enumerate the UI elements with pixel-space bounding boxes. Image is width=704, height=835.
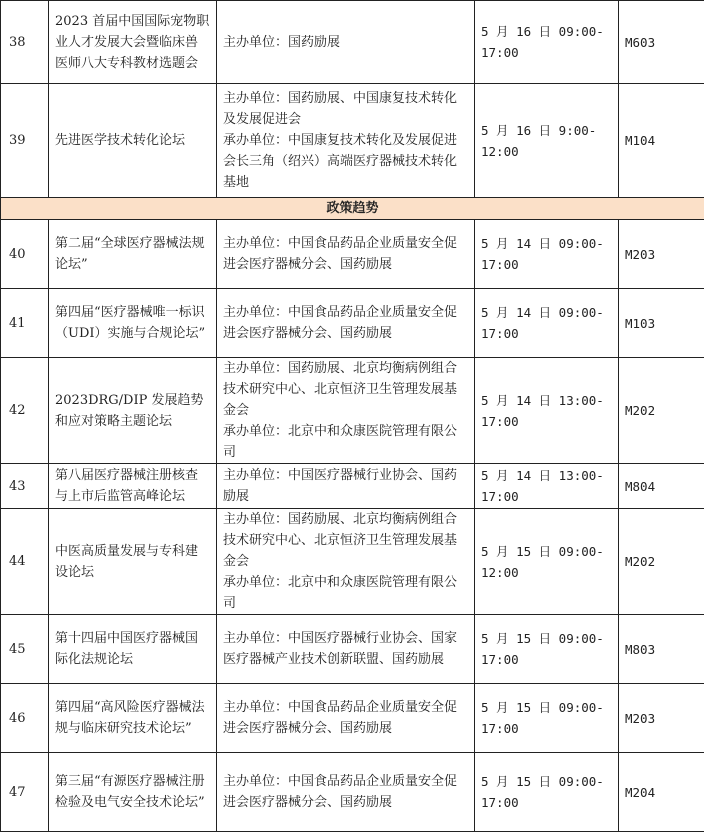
forum-name: 第十四届中国医疗器械国际化法规论坛 <box>49 615 217 684</box>
organizer-line: 主办单位：中国医疗器械行业协会、国家医疗器械产业技术创新联盟、国药励展 <box>223 631 458 667</box>
organizer-line: 承办单位：北京中和众康医院管理有限公司 <box>223 575 458 611</box>
table-row <box>1 464 704 509</box>
room-number: M202 <box>619 509 704 615</box>
table-row <box>1 358 704 464</box>
organizers-cell <box>217 84 475 198</box>
row-number: 40 <box>1 220 49 289</box>
section-title: 政策趋势 <box>1 198 704 220</box>
organizer-line: 主办单位：中国医疗器械行业协会、国药励展 <box>223 468 458 504</box>
table-row <box>1 289 704 358</box>
row-number: 44 <box>1 509 49 615</box>
row-number: 45 <box>1 615 49 684</box>
room-number: M204 <box>619 753 704 832</box>
organizers-cell <box>217 684 475 753</box>
forum-name: 第四届“高风险医疗器械法规与临床研究技术论坛” <box>49 684 217 753</box>
organizers-cell <box>217 509 475 615</box>
organizers-cell <box>217 1 475 84</box>
time-slot: 5 月 15 日 09:00-17:00 <box>475 753 619 832</box>
room-number: M603 <box>619 1 704 84</box>
organizers-cell <box>217 358 475 464</box>
room-number: M203 <box>619 220 704 289</box>
forum-name: 中医高质量发展与专科建设论坛 <box>49 509 217 615</box>
organizer-line: 主办单位：国药励展、北京均衡病例组合技术研究中心、北京恒济卫生管理发展基金会 <box>223 361 458 418</box>
time-slot: 5 月 14 日 09:00-17:00 <box>475 220 619 289</box>
organizer-line: 主办单位：国药励展、北京均衡病例组合技术研究中心、北京恒济卫生管理发展基金会 <box>223 512 458 569</box>
row-number: 43 <box>1 464 49 509</box>
forum-name: 第三届“有源医疗器械注册检验及电气安全技术论坛” <box>49 753 217 832</box>
forum-name: 第二届“全球医疗器械法规论坛” <box>49 220 217 289</box>
table-row <box>1 509 704 615</box>
room-number: M804 <box>619 464 704 509</box>
organizer-line: 主办单位：国药励展 <box>223 34 341 50</box>
time-slot: 5 月 14 日 09:00-17:00 <box>475 289 619 358</box>
organizers-cell <box>217 220 475 289</box>
room-number: M803 <box>619 615 704 684</box>
table-row <box>1 220 704 289</box>
row-number: 47 <box>1 753 49 832</box>
table-row <box>1 1 704 84</box>
organizer-line: 主办单位：国药励展、中国康复技术转化及发展促进会 <box>223 91 458 127</box>
table-row <box>1 684 704 753</box>
forum-name: 2023 首届中国国际宠物职业人才发展大会暨临床兽医师八大专科教材选题会 <box>49 1 217 84</box>
forum-name: 第四届“医疗器械唯一标识（UDI）实施与合规论坛” <box>49 289 217 358</box>
room-number: M203 <box>619 684 704 753</box>
organizer-line: 承办单位：中国康复技术转化及发展促进会长三角（绍兴）高端医疗器械技术转化基地 <box>223 133 458 190</box>
time-slot: 5 月 15 日 09:00-17:00 <box>475 684 619 753</box>
room-number: M103 <box>619 289 704 358</box>
row-number: 46 <box>1 684 49 753</box>
table-body <box>1 1 704 832</box>
organizer-line: 主办单位：中国食品药品企业质量安全促进会医疗器械分会、国药励展 <box>223 700 458 736</box>
organizer-line: 承办单位：北京中和众康医院管理有限公司 <box>223 424 458 460</box>
room-number: M104 <box>619 84 704 198</box>
row-number: 42 <box>1 358 49 464</box>
organizers-cell <box>217 615 475 684</box>
organizer-line: 主办单位：中国食品药品企业质量安全促进会医疗器械分会、国药励展 <box>223 774 458 810</box>
table-row <box>1 84 704 198</box>
time-slot: 5 月 16 日 9:00-12:00 <box>475 84 619 198</box>
organizer-line: 主办单位：中国食品药品企业质量安全促进会医疗器械分会、国药励展 <box>223 236 458 272</box>
organizer-line: 主办单位：中国食品药品企业质量安全促进会医疗器械分会、国药励展 <box>223 305 458 341</box>
forum-name: 2023DRG/DIP 发展趋势和应对策略主题论坛 <box>49 358 217 464</box>
table-row <box>1 753 704 832</box>
room-number: M202 <box>619 358 704 464</box>
row-number: 39 <box>1 84 49 198</box>
time-slot: 5 月 14 日 13:00-17:00 <box>475 464 619 509</box>
forum-name: 第八届医疗器械注册核查与上市后监管高峰论坛 <box>49 464 217 509</box>
organizers-cell <box>217 753 475 832</box>
row-number: 38 <box>1 1 49 84</box>
section-header-row <box>1 198 704 220</box>
time-slot: 5 月 14 日 13:00-17:00 <box>475 358 619 464</box>
organizers-cell <box>217 464 475 509</box>
time-slot: 5 月 15 日 09:00-17:00 <box>475 615 619 684</box>
row-number: 41 <box>1 289 49 358</box>
time-slot: 5 月 16 日 09:00-17:00 <box>475 1 619 84</box>
forum-name: 先进医学技术转化论坛 <box>49 84 217 198</box>
table-row <box>1 615 704 684</box>
time-slot: 5 月 15 日 09:00-12:00 <box>475 509 619 615</box>
organizers-cell <box>217 289 475 358</box>
